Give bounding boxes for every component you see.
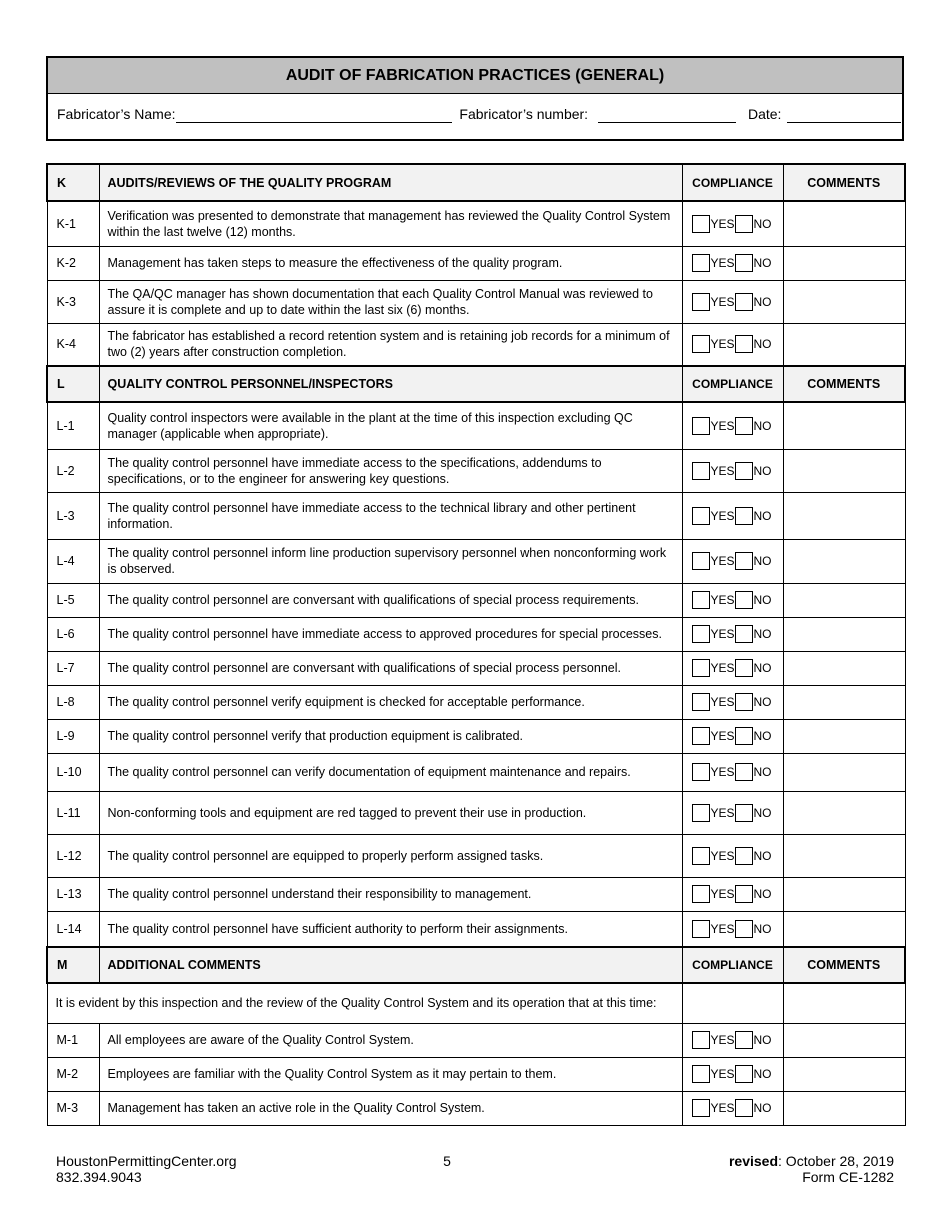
- yes-checkbox[interactable]: [692, 847, 710, 865]
- item-description: Management has taken an active role in the Quality Control System.: [99, 1091, 682, 1125]
- section-header-l: [47, 366, 905, 402]
- compliance-cell: [682, 719, 783, 753]
- yes-checkbox[interactable]: [692, 693, 710, 711]
- no-label: NO: [753, 463, 772, 478]
- compliance-cell: [682, 539, 783, 583]
- no-checkbox[interactable]: [735, 507, 753, 525]
- no-checkbox[interactable]: [735, 462, 753, 480]
- compliance-cell: [682, 877, 783, 911]
- fabricator-number-label: Fabricator’s number:: [459, 106, 589, 122]
- comments-cell[interactable]: [783, 651, 905, 685]
- no-label: NO: [753, 805, 772, 820]
- compliance-cell: [682, 246, 783, 280]
- yes-label: YES: [710, 256, 735, 270]
- table-row: [47, 651, 905, 685]
- item-code: M-1: [47, 1023, 99, 1057]
- item-description: Quality control inspectors were available in the plant at the time of this inspection excluding QC manager (applicable when appropriate).: [99, 402, 682, 449]
- yes-checkbox[interactable]: [692, 727, 710, 745]
- no-label: NO: [753, 695, 772, 709]
- table-row: [47, 685, 905, 719]
- yes-label: YES: [710, 337, 735, 352]
- yes-checkbox[interactable]: [692, 1065, 710, 1083]
- item-description: The quality control personnel have immediate access to the technical library and other pertinent information.: [99, 492, 682, 539]
- comments-cell[interactable]: [783, 402, 905, 449]
- table-row: [47, 834, 905, 877]
- item-code: L-5: [47, 583, 99, 617]
- table-row: [47, 877, 905, 911]
- yes-checkbox[interactable]: [692, 659, 710, 677]
- no-checkbox[interactable]: [735, 1099, 753, 1117]
- no-checkbox[interactable]: [735, 693, 753, 711]
- section-title: AUDITS/REVIEWS OF THE QUALITY PROGRAM: [99, 164, 682, 201]
- compliance-header: COMPLIANCE: [682, 947, 783, 983]
- no-label: NO: [753, 216, 772, 231]
- yes-label: YES: [710, 1101, 735, 1115]
- yes-checkbox[interactable]: [692, 1099, 710, 1117]
- item-description: The quality control personnel verify equipment is checked for acceptable performance.: [99, 685, 682, 719]
- yes-label: YES: [710, 593, 735, 607]
- item-code: L-2: [47, 449, 99, 492]
- table-row: [47, 719, 905, 753]
- no-label: NO: [753, 1101, 772, 1115]
- yes-label: YES: [710, 805, 735, 820]
- item-code: L-13: [47, 877, 99, 911]
- yes-label: YES: [710, 1067, 735, 1081]
- fabricator-name-field[interactable]: [176, 105, 452, 123]
- no-checkbox[interactable]: [735, 1031, 753, 1049]
- comments-cell[interactable]: [783, 1057, 905, 1091]
- item-code: K-4: [47, 323, 99, 366]
- item-description: The quality control personnel are conversant with qualifications of special process personnel.: [99, 651, 682, 685]
- yes-checkbox[interactable]: [692, 552, 710, 570]
- compliance-cell: [682, 323, 783, 366]
- table-row: [47, 449, 905, 492]
- comments-cell[interactable]: [783, 791, 905, 834]
- compliance-cell: [682, 1057, 783, 1091]
- comments-cell[interactable]: [783, 719, 905, 753]
- yes-checkbox[interactable]: [692, 591, 710, 609]
- table-row: [47, 583, 905, 617]
- no-label: NO: [753, 887, 772, 901]
- table-row: [47, 280, 905, 323]
- no-checkbox[interactable]: [735, 920, 753, 938]
- yes-checkbox[interactable]: [692, 293, 710, 311]
- item-description: Verification was presented to demonstrate that management has reviewed the Quality Control System within the last twelve (12) months.: [99, 201, 682, 246]
- comments-cell[interactable]: [783, 877, 905, 911]
- no-label: NO: [753, 921, 772, 936]
- item-description: The quality control personnel have sufficient authority to perform their assignments.: [99, 911, 682, 947]
- yes-label: YES: [710, 294, 735, 309]
- compliance-cell: [682, 651, 783, 685]
- no-checkbox[interactable]: [735, 417, 753, 435]
- section-title: QUALITY CONTROL PERSONNEL/INSPECTORS: [99, 366, 682, 402]
- table-row: [47, 617, 905, 651]
- date-field[interactable]: [787, 105, 901, 123]
- form-number: Form CE-1282: [802, 1169, 894, 1185]
- no-label: NO: [753, 1033, 772, 1047]
- yes-checkbox[interactable]: [692, 1031, 710, 1049]
- item-description: The quality control personnel inform line production supervisory personnel when nonconforming work is observed.: [99, 539, 682, 583]
- yes-checkbox[interactable]: [692, 507, 710, 525]
- comments-cell[interactable]: [783, 753, 905, 791]
- comments-cell[interactable]: [783, 280, 905, 323]
- no-label: NO: [753, 554, 772, 568]
- no-checkbox[interactable]: [735, 591, 753, 609]
- header-fields: [48, 94, 902, 139]
- yes-label: YES: [710, 1033, 735, 1047]
- yes-checkbox[interactable]: [692, 215, 710, 233]
- yes-checkbox[interactable]: [692, 417, 710, 435]
- section-code: L: [47, 366, 99, 402]
- yes-checkbox[interactable]: [692, 335, 710, 353]
- compliance-cell: [682, 583, 783, 617]
- item-code: L-3: [47, 492, 99, 539]
- compliance-cell: [682, 1091, 783, 1125]
- footer-revision: [729, 1153, 894, 1185]
- comments-cell[interactable]: [783, 1023, 905, 1057]
- item-description: Non-conforming tools and equipment are red tagged to prevent their use in production.: [99, 791, 682, 834]
- no-label: NO: [753, 765, 772, 779]
- yes-checkbox[interactable]: [692, 625, 710, 643]
- section-note-row: [47, 983, 905, 1023]
- yes-label: YES: [710, 921, 735, 936]
- comments-cell[interactable]: [783, 834, 905, 877]
- compliance-header: COMPLIANCE: [682, 164, 783, 201]
- no-checkbox[interactable]: [735, 885, 753, 903]
- table-row: [47, 492, 905, 539]
- revised-label: revised: [728, 1153, 779, 1169]
- no-label: NO: [753, 508, 772, 523]
- no-label: NO: [753, 337, 772, 352]
- no-label: NO: [753, 848, 772, 863]
- table-row: [47, 201, 905, 246]
- item-description: All employees are aware of the Quality Control System.: [99, 1023, 682, 1057]
- item-description: The quality control personnel understand their responsibility to management.: [99, 877, 682, 911]
- no-checkbox[interactable]: [735, 659, 753, 677]
- comments-header: COMMENTS: [783, 164, 905, 201]
- item-description: The fabricator has established a record retention system and is retaining job records for a minimum of two (2) years after construction completion.: [99, 323, 682, 366]
- yes-label: YES: [710, 887, 735, 901]
- footer-website: HoustonPermittingCenter.org: [56, 1153, 237, 1169]
- item-description: The quality control personnel can verify documentation of equipment maintenance and repairs.: [99, 753, 682, 791]
- item-code: L-12: [47, 834, 99, 877]
- compliance-cell: [682, 402, 783, 449]
- comments-cell[interactable]: [783, 1091, 905, 1125]
- no-checkbox[interactable]: [735, 804, 753, 822]
- section-title: ADDITIONAL COMMENTS: [99, 947, 682, 983]
- table-row: [47, 323, 905, 366]
- yes-label: YES: [710, 729, 735, 743]
- compliance-cell: [682, 685, 783, 719]
- revised-date: : October 28, 2019: [778, 1153, 894, 1169]
- compliance-cell: [682, 449, 783, 492]
- section-code: K: [47, 164, 99, 201]
- comments-cell[interactable]: [783, 449, 905, 492]
- yes-checkbox[interactable]: [692, 885, 710, 903]
- item-description: The quality control personnel have immediate access to the specifications, addendums to specifications, or to the engineer for answering key questions.: [99, 449, 682, 492]
- yes-checkbox[interactable]: [692, 804, 710, 822]
- compliance-cell: [682, 201, 783, 246]
- form-header: [46, 56, 904, 141]
- item-code: L-4: [47, 539, 99, 583]
- table-row: [47, 1057, 905, 1091]
- yes-label: YES: [710, 765, 735, 779]
- date-label: Date:: [747, 106, 782, 122]
- compliance-cell: [682, 280, 783, 323]
- compliance-cell: [682, 834, 783, 877]
- item-code: L-9: [47, 719, 99, 753]
- section-note: It is evident by this inspection and the review of the Quality Control System and its operation that at this time:: [47, 983, 682, 1023]
- no-checkbox[interactable]: [735, 552, 753, 570]
- table-row: [47, 539, 905, 583]
- no-label: NO: [753, 661, 772, 675]
- item-code: K-3: [47, 280, 99, 323]
- yes-label: YES: [710, 508, 735, 523]
- comments-cell[interactable]: [783, 492, 905, 539]
- compliance-cell: [682, 1023, 783, 1057]
- no-checkbox[interactable]: [735, 1065, 753, 1083]
- item-code: L-1: [47, 402, 99, 449]
- comments-cell[interactable]: [783, 583, 905, 617]
- table-row: [47, 402, 905, 449]
- table-row: [47, 911, 905, 947]
- yes-label: YES: [710, 463, 735, 478]
- section-header-m: [47, 947, 905, 983]
- section-code: M: [47, 947, 99, 983]
- comments-header: COMMENTS: [783, 366, 905, 402]
- comments-cell[interactable]: [783, 539, 905, 583]
- no-label: NO: [753, 593, 772, 607]
- no-label: NO: [753, 256, 772, 270]
- no-label: NO: [753, 1067, 772, 1081]
- comments-cell[interactable]: [783, 323, 905, 366]
- compliance-cell: [682, 617, 783, 651]
- comments-header: COMMENTS: [783, 947, 905, 983]
- no-checkbox[interactable]: [735, 335, 753, 353]
- yes-label: YES: [710, 695, 735, 709]
- no-label: NO: [753, 627, 772, 641]
- yes-checkbox[interactable]: [692, 254, 710, 272]
- item-code: L-14: [47, 911, 99, 947]
- table-row: [47, 791, 905, 834]
- no-label: NO: [753, 294, 772, 309]
- yes-checkbox[interactable]: [692, 763, 710, 781]
- no-checkbox[interactable]: [735, 763, 753, 781]
- no-checkbox[interactable]: [735, 293, 753, 311]
- item-code: L-8: [47, 685, 99, 719]
- fabricator-name-label: Fabricator’s Name:: [57, 106, 176, 122]
- no-label: NO: [753, 729, 772, 743]
- comments-cell[interactable]: [783, 201, 905, 246]
- no-checkbox[interactable]: [735, 847, 753, 865]
- compliance-cell: [682, 791, 783, 834]
- no-checkbox[interactable]: [735, 727, 753, 745]
- item-code: L-6: [47, 617, 99, 651]
- table-row: [47, 753, 905, 791]
- comments-cell[interactable]: [783, 983, 905, 1023]
- yes-checkbox[interactable]: [692, 462, 710, 480]
- yes-label: YES: [710, 627, 735, 641]
- no-checkbox[interactable]: [735, 215, 753, 233]
- compliance-cell: [682, 983, 783, 1023]
- item-code: L-10: [47, 753, 99, 791]
- yes-checkbox[interactable]: [692, 920, 710, 938]
- compliance-cell: [682, 753, 783, 791]
- compliance-cell: [682, 492, 783, 539]
- comments-cell[interactable]: [783, 685, 905, 719]
- yes-label: YES: [710, 848, 735, 863]
- item-description: The quality control personnel are equipped to properly perform assigned tasks.: [99, 834, 682, 877]
- yes-label: YES: [710, 661, 735, 675]
- page-number: 5: [443, 1153, 451, 1169]
- item-code: K-2: [47, 246, 99, 280]
- section-header-k: [47, 164, 905, 201]
- table-row: [47, 246, 905, 280]
- compliance-header: COMPLIANCE: [682, 366, 783, 402]
- no-checkbox[interactable]: [735, 254, 753, 272]
- compliance-cell: [682, 911, 783, 947]
- item-description: Management has taken steps to measure the effectiveness of the quality program.: [99, 246, 682, 280]
- yes-label: YES: [710, 216, 735, 231]
- no-checkbox[interactable]: [735, 625, 753, 643]
- yes-label: YES: [710, 554, 735, 568]
- comments-cell[interactable]: [783, 617, 905, 651]
- item-description: The quality control personnel verify that production equipment is calibrated.: [99, 719, 682, 753]
- comments-cell[interactable]: [783, 246, 905, 280]
- audit-table: [46, 163, 906, 1126]
- item-description: Employees are familiar with the Quality Control System as it may pertain to them.: [99, 1057, 682, 1091]
- item-code: K-1: [47, 201, 99, 246]
- table-row: [47, 1023, 905, 1057]
- comments-cell[interactable]: [783, 911, 905, 947]
- item-code: L-7: [47, 651, 99, 685]
- item-description: The QA/QC manager has shown documentation that each Quality Control Manual was reviewed to assure it is complete and up to date within the last six (6) months.: [99, 280, 682, 323]
- table-row: [47, 1091, 905, 1125]
- item-code: M-3: [47, 1091, 99, 1125]
- item-description: The quality control personnel have immediate access to approved procedures for special processes.: [99, 617, 682, 651]
- form-title: AUDIT OF FABRICATION PRACTICES (GENERAL): [48, 58, 902, 94]
- item-description: The quality control personnel are conversant with qualifications of special process requirements.: [99, 583, 682, 617]
- no-label: NO: [753, 418, 772, 433]
- yes-label: YES: [710, 418, 735, 433]
- item-code: M-2: [47, 1057, 99, 1091]
- footer-phone: 832.394.9043: [56, 1169, 142, 1185]
- item-code: L-11: [47, 791, 99, 834]
- fabricator-number-field[interactable]: [598, 105, 736, 123]
